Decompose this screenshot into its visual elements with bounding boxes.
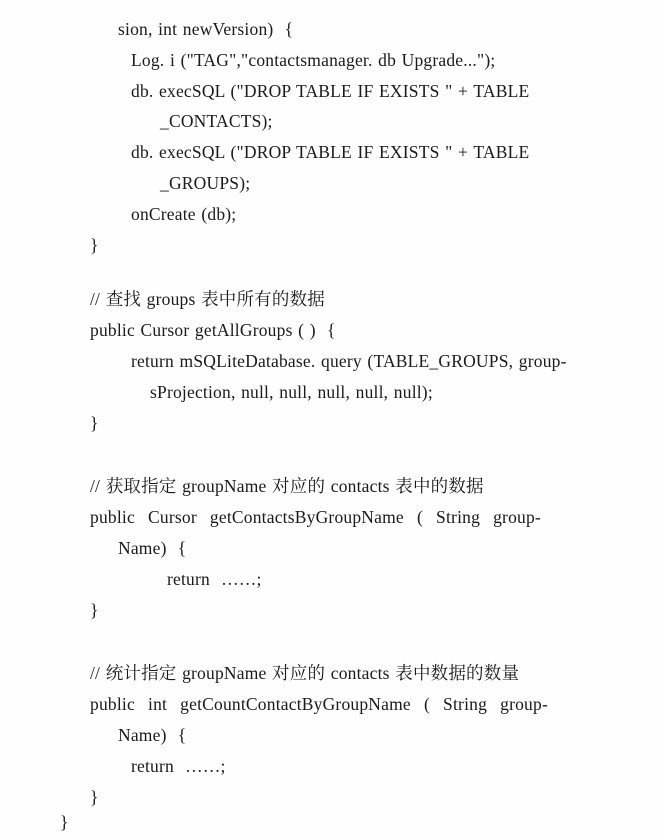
code-line: } bbox=[60, 812, 69, 833]
code-line: sion, int newVersion) { bbox=[118, 19, 294, 39]
blank-line bbox=[0, 625, 660, 658]
code-line: onCreate (db); bbox=[131, 203, 237, 224]
code-line: Name) { bbox=[118, 537, 187, 558]
code-line: public int getCountContactByGroupName ( String group- bbox=[90, 694, 548, 715]
code-line: } bbox=[90, 786, 99, 807]
code-line: return ……; bbox=[167, 568, 262, 589]
code-line: } bbox=[90, 599, 99, 620]
code-line: db. execSQL ("DROP TABLE IF EXISTS " + TABLE bbox=[131, 80, 530, 101]
code-line: // 统计指定 groupName 对应的 contacts 表中数据的数量 bbox=[90, 663, 520, 684]
code-line: Name) { bbox=[118, 724, 187, 745]
code-line: public Cursor getContactsByGroupName ( String group- bbox=[90, 507, 541, 528]
code-line: db. execSQL ("DROP TABLE IF EXISTS " + TABLE bbox=[131, 142, 530, 163]
blank-line bbox=[0, 438, 660, 471]
code-line: // 查找 groups 表中所有的数据 bbox=[90, 289, 325, 310]
code-line: return mSQLiteDatabase. query (TABLE_GROUPS, group- bbox=[131, 350, 567, 371]
blank-line bbox=[0, 260, 660, 284]
code-line: Log. i ("TAG","contactsmanager. db Upgrade..."); bbox=[131, 49, 496, 70]
code-line: } bbox=[90, 234, 99, 255]
code-line: public Cursor getAllGroups ( ) { bbox=[90, 320, 336, 341]
code-line: // 获取指定 groupName 对应的 contacts 表中的数据 bbox=[90, 476, 484, 497]
code-line: _CONTACTS); bbox=[160, 111, 273, 132]
code-block bbox=[0, 14, 660, 838]
code-line: _GROUPS); bbox=[160, 172, 251, 193]
code-line: } bbox=[90, 412, 99, 433]
code-line: sProjection, null, null, null, null, null); bbox=[150, 381, 433, 402]
code-line: return ……; bbox=[131, 755, 226, 776]
